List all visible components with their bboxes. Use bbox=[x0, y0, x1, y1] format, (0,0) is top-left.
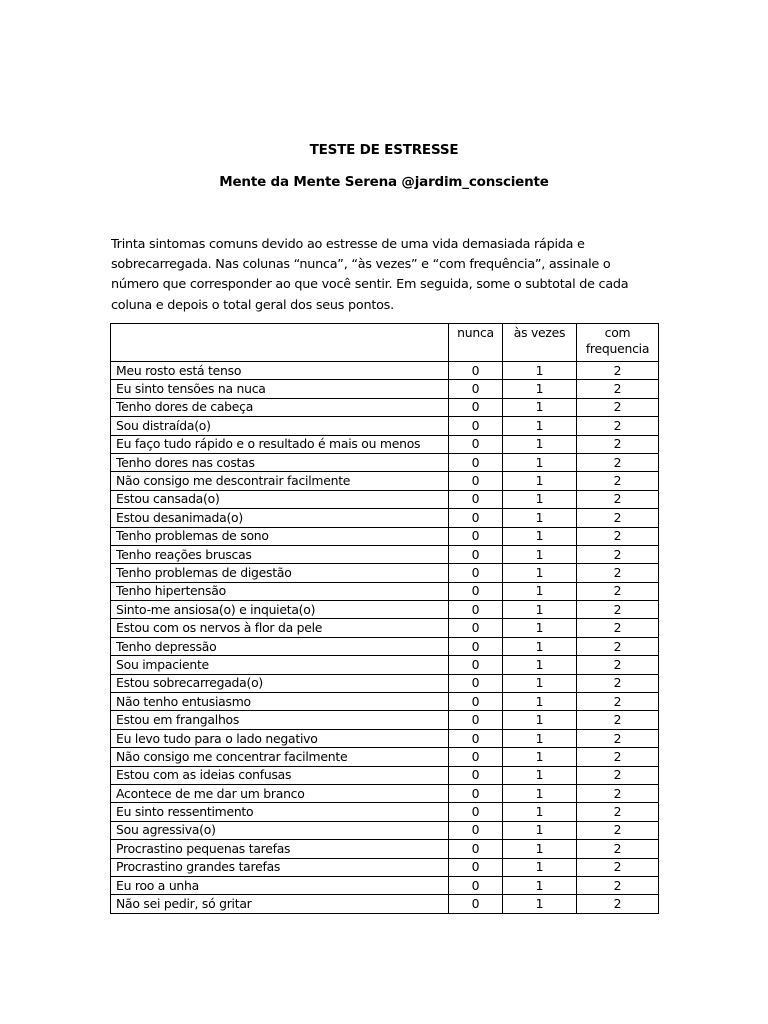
symptom-cell: Tenho depressão bbox=[111, 637, 449, 655]
intro-line: número que corresponder ao que você sentir. Em seguida, some o subtotal de cada bbox=[111, 277, 629, 293]
as-vezes-value: 1 bbox=[503, 545, 577, 563]
symptom-cell: Sou impaciente bbox=[111, 656, 449, 674]
nunca-value: 0 bbox=[449, 362, 503, 380]
nunca-value: 0 bbox=[449, 748, 503, 766]
symptom-cell: Meu rosto está tenso bbox=[111, 362, 449, 380]
as-vezes-value: 1 bbox=[503, 417, 577, 435]
table-row bbox=[111, 582, 659, 600]
table-row bbox=[111, 564, 659, 582]
table-row bbox=[111, 784, 659, 802]
table-row bbox=[111, 453, 659, 471]
as-vezes-value: 1 bbox=[503, 895, 577, 913]
document-subtitle: Mente da Mente Serena @jardim_consciente bbox=[219, 174, 549, 190]
com-frequencia-value: 2 bbox=[577, 490, 659, 508]
nunca-value: 0 bbox=[449, 784, 503, 802]
symptom-cell: Estou sobrecarregada(o) bbox=[111, 674, 449, 692]
as-vezes-value: 1 bbox=[503, 821, 577, 839]
header-as-vezes: às vezes bbox=[503, 324, 577, 362]
table-row bbox=[111, 748, 659, 766]
table-row bbox=[111, 619, 659, 637]
as-vezes-value: 1 bbox=[503, 435, 577, 453]
document-title: TESTE DE ESTRESSE bbox=[309, 142, 459, 158]
as-vezes-value: 1 bbox=[503, 840, 577, 858]
symptom-cell: Não consigo me concentrar facilmente bbox=[111, 748, 449, 766]
as-vezes-value: 1 bbox=[503, 453, 577, 471]
symptom-cell: Tenho dores de cabeça bbox=[111, 398, 449, 416]
com-frequencia-value: 2 bbox=[577, 729, 659, 747]
table-row bbox=[111, 803, 659, 821]
table-row bbox=[111, 766, 659, 784]
as-vezes-value: 1 bbox=[503, 876, 577, 894]
com-frequencia-value: 2 bbox=[577, 840, 659, 858]
as-vezes-value: 1 bbox=[503, 601, 577, 619]
as-vezes-value: 1 bbox=[503, 729, 577, 747]
nunca-value: 0 bbox=[449, 398, 503, 416]
as-vezes-value: 1 bbox=[503, 693, 577, 711]
com-frequencia-value: 2 bbox=[577, 564, 659, 582]
table-row bbox=[111, 472, 659, 490]
symptom-cell: Tenho problemas de sono bbox=[111, 527, 449, 545]
table-row bbox=[111, 545, 659, 563]
nunca-value: 0 bbox=[449, 417, 503, 435]
symptom-cell: Sou distraída(o) bbox=[111, 417, 449, 435]
as-vezes-value: 1 bbox=[503, 674, 577, 692]
table-row bbox=[111, 637, 659, 655]
as-vezes-value: 1 bbox=[503, 509, 577, 527]
com-frequencia-value: 2 bbox=[577, 784, 659, 802]
nunca-value: 0 bbox=[449, 711, 503, 729]
symptom-cell: Eu sinto tensões na nuca bbox=[111, 380, 449, 398]
nunca-value: 0 bbox=[449, 821, 503, 839]
symptom-cell: Procrastino grandes tarefas bbox=[111, 858, 449, 876]
com-frequencia-value: 2 bbox=[577, 417, 659, 435]
symptom-cell: Não sei pedir, só gritar bbox=[111, 895, 449, 913]
intro-paragraph bbox=[111, 235, 671, 316]
symptom-cell: Tenho dores nas costas bbox=[111, 453, 449, 471]
as-vezes-value: 1 bbox=[503, 564, 577, 582]
table-row bbox=[111, 417, 659, 435]
as-vezes-value: 1 bbox=[503, 362, 577, 380]
table-row bbox=[111, 435, 659, 453]
nunca-value: 0 bbox=[449, 619, 503, 637]
symptom-cell: Eu roo a unha bbox=[111, 876, 449, 894]
symptom-cell: Não tenho entusiasmo bbox=[111, 693, 449, 711]
symptom-cell: Estou com as ideias confusas bbox=[111, 766, 449, 784]
header-com-frequencia bbox=[577, 324, 659, 362]
nunca-value: 0 bbox=[449, 895, 503, 913]
table-row bbox=[111, 490, 659, 508]
com-frequencia-value: 2 bbox=[577, 876, 659, 894]
com-frequencia-value: 2 bbox=[577, 619, 659, 637]
symptom-cell: Eu faço tudo rápido e o resultado é mais ou menos bbox=[111, 435, 449, 453]
symptom-cell: Eu sinto ressentimento bbox=[111, 803, 449, 821]
nunca-value: 0 bbox=[449, 380, 503, 398]
nunca-value: 0 bbox=[449, 876, 503, 894]
table-row bbox=[111, 674, 659, 692]
table-row bbox=[111, 821, 659, 839]
com-frequencia-value: 2 bbox=[577, 895, 659, 913]
as-vezes-value: 1 bbox=[503, 527, 577, 545]
symptom-cell: Não consigo me descontrair facilmente bbox=[111, 472, 449, 490]
table-row bbox=[111, 527, 659, 545]
com-frequencia-value: 2 bbox=[577, 711, 659, 729]
com-frequencia-value: 2 bbox=[577, 527, 659, 545]
table-row bbox=[111, 601, 659, 619]
header-com-frequencia-line1: com bbox=[604, 325, 631, 340]
com-frequencia-value: 2 bbox=[577, 362, 659, 380]
as-vezes-value: 1 bbox=[503, 784, 577, 802]
nunca-value: 0 bbox=[449, 674, 503, 692]
as-vezes-value: 1 bbox=[503, 582, 577, 600]
table-row bbox=[111, 711, 659, 729]
nunca-value: 0 bbox=[449, 509, 503, 527]
table-row bbox=[111, 876, 659, 894]
symptom-cell: Procrastino pequenas tarefas bbox=[111, 840, 449, 858]
table-row bbox=[111, 656, 659, 674]
symptom-cell: Sou agressiva(o) bbox=[111, 821, 449, 839]
as-vezes-value: 1 bbox=[503, 637, 577, 655]
table-row bbox=[111, 380, 659, 398]
table-row bbox=[111, 398, 659, 416]
nunca-value: 0 bbox=[449, 435, 503, 453]
as-vezes-value: 1 bbox=[503, 803, 577, 821]
header-com-frequencia-line2: frequencia bbox=[585, 341, 650, 356]
table-row bbox=[111, 858, 659, 876]
com-frequencia-value: 2 bbox=[577, 509, 659, 527]
com-frequencia-value: 2 bbox=[577, 545, 659, 563]
symptom-cell: Estou em frangalhos bbox=[111, 711, 449, 729]
symptom-cell: Sinto-me ansiosa(o) e inquieta(o) bbox=[111, 601, 449, 619]
as-vezes-value: 1 bbox=[503, 748, 577, 766]
as-vezes-value: 1 bbox=[503, 398, 577, 416]
table-row bbox=[111, 362, 659, 380]
com-frequencia-value: 2 bbox=[577, 380, 659, 398]
com-frequencia-value: 2 bbox=[577, 398, 659, 416]
com-frequencia-value: 2 bbox=[577, 435, 659, 453]
stress-test-table bbox=[110, 323, 659, 914]
table-row bbox=[111, 729, 659, 747]
nunca-value: 0 bbox=[449, 601, 503, 619]
com-frequencia-value: 2 bbox=[577, 821, 659, 839]
symptom-cell: Estou com os nervos à flor da pele bbox=[111, 619, 449, 637]
com-frequencia-value: 2 bbox=[577, 693, 659, 711]
com-frequencia-value: 2 bbox=[577, 472, 659, 490]
com-frequencia-value: 2 bbox=[577, 858, 659, 876]
symptom-cell: Acontece de me dar um branco bbox=[111, 784, 449, 802]
as-vezes-value: 1 bbox=[503, 858, 577, 876]
com-frequencia-value: 2 bbox=[577, 656, 659, 674]
nunca-value: 0 bbox=[449, 582, 503, 600]
as-vezes-value: 1 bbox=[503, 472, 577, 490]
header-nunca: nunca bbox=[449, 324, 503, 362]
symptom-cell: Tenho hipertensão bbox=[111, 582, 449, 600]
as-vezes-value: 1 bbox=[503, 490, 577, 508]
as-vezes-value: 1 bbox=[503, 711, 577, 729]
header-item bbox=[111, 324, 449, 362]
nunca-value: 0 bbox=[449, 803, 503, 821]
com-frequencia-value: 2 bbox=[577, 637, 659, 655]
nunca-value: 0 bbox=[449, 545, 503, 563]
symptom-cell: Estou desanimada(o) bbox=[111, 509, 449, 527]
com-frequencia-value: 2 bbox=[577, 674, 659, 692]
com-frequencia-value: 2 bbox=[577, 766, 659, 784]
com-frequencia-value: 2 bbox=[577, 803, 659, 821]
nunca-value: 0 bbox=[449, 564, 503, 582]
table-body bbox=[111, 362, 659, 914]
nunca-value: 0 bbox=[449, 656, 503, 674]
symptom-cell: Eu levo tudo para o lado negativo bbox=[111, 729, 449, 747]
as-vezes-value: 1 bbox=[503, 656, 577, 674]
nunca-value: 0 bbox=[449, 693, 503, 711]
nunca-value: 0 bbox=[449, 766, 503, 784]
table-row bbox=[111, 895, 659, 913]
as-vezes-value: 1 bbox=[503, 766, 577, 784]
table-row bbox=[111, 840, 659, 858]
table-row bbox=[111, 693, 659, 711]
symptom-cell: Tenho problemas de digestão bbox=[111, 564, 449, 582]
com-frequencia-value: 2 bbox=[577, 453, 659, 471]
intro-line: sobrecarregada. Nas colunas “nunca”, “às vezes” e “com frequência”, assinale o bbox=[111, 257, 611, 273]
as-vezes-value: 1 bbox=[503, 619, 577, 637]
nunca-value: 0 bbox=[449, 490, 503, 508]
com-frequencia-value: 2 bbox=[577, 582, 659, 600]
nunca-value: 0 bbox=[449, 472, 503, 490]
nunca-value: 0 bbox=[449, 453, 503, 471]
symptom-cell: Tenho reações bruscas bbox=[111, 545, 449, 563]
nunca-value: 0 bbox=[449, 858, 503, 876]
table-row bbox=[111, 509, 659, 527]
table-header-row bbox=[111, 324, 659, 362]
com-frequencia-value: 2 bbox=[577, 601, 659, 619]
nunca-value: 0 bbox=[449, 527, 503, 545]
nunca-value: 0 bbox=[449, 840, 503, 858]
nunca-value: 0 bbox=[449, 637, 503, 655]
symptom-cell: Estou cansada(o) bbox=[111, 490, 449, 508]
intro-line: coluna e depois o total geral dos seus pontos. bbox=[111, 297, 394, 313]
as-vezes-value: 1 bbox=[503, 380, 577, 398]
intro-line: Trinta sintomas comuns devido ao estresse de uma vida demasiada rápida e bbox=[111, 237, 585, 252]
com-frequencia-value: 2 bbox=[577, 748, 659, 766]
nunca-value: 0 bbox=[449, 729, 503, 747]
